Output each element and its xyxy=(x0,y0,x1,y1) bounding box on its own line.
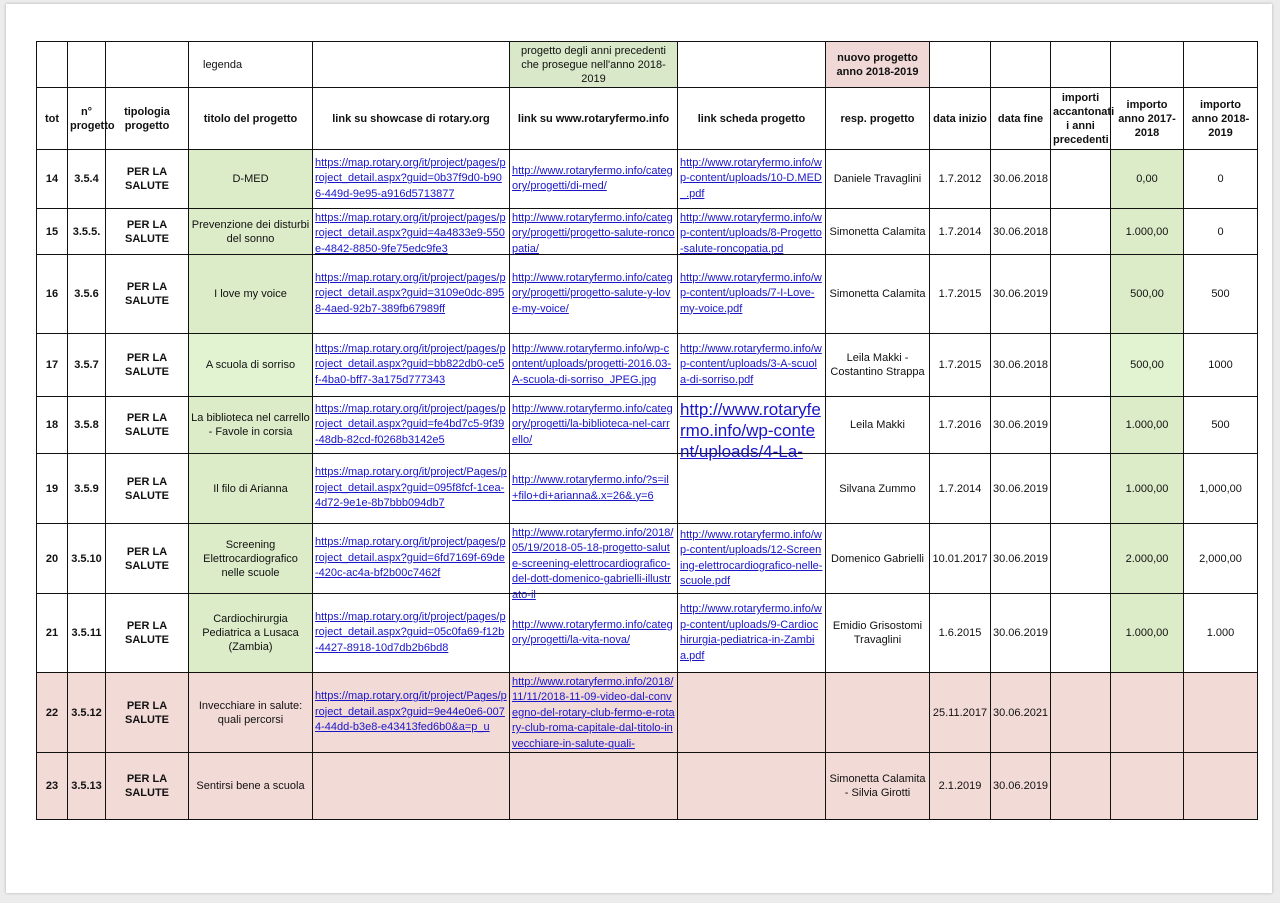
row-rotaryfermo-link[interactable] xyxy=(510,673,678,753)
legend-title: legenda xyxy=(189,42,313,88)
row-scheda-link[interactable] xyxy=(678,334,826,397)
row-end-date: 30.06.2018 xyxy=(991,150,1051,209)
link-text[interactable]: https://map.rotary.org/it/project/pages/project_detail.aspx?guid=fe4bd7c5-9f39-48db-82cd-f0268b3142e5 xyxy=(315,402,506,446)
row-amount-2017-2018: 1.000,00 xyxy=(1111,594,1184,673)
row-responsible: Daniele Travaglini xyxy=(826,150,930,209)
row-start-date: 1.7.2012 xyxy=(930,150,991,209)
row-start-date: 1.7.2016 xyxy=(930,397,991,454)
link-text[interactable]: http://www.rotaryfermo.info/category/progetti/progetto-salute-roncopatia/ xyxy=(512,211,675,255)
link-text[interactable]: https://map.rotary.org/it/project/pages/project_detail.aspx?guid=05c0fa69-f12b-4427-8918-10d7db2b6bd8 xyxy=(315,610,506,654)
row-responsible: Simonetta Calamita - Silvia Girotti xyxy=(826,753,930,820)
row-start-date: 1.6.2015 xyxy=(930,594,991,673)
row-responsible: Domenico Gabrielli xyxy=(826,524,930,594)
row-rotaryfermo-link[interactable] xyxy=(510,397,678,454)
row-tipologia: PER LA SALUTE xyxy=(106,150,189,209)
document-page xyxy=(6,4,1272,893)
table-row xyxy=(37,334,1258,397)
row-title: Invecchiare in salute: quali percorsi xyxy=(189,673,313,753)
col-header-showcase: link su showcase di rotary.org xyxy=(313,88,510,150)
row-tot: 22 xyxy=(37,673,68,753)
row-amount-2018-2019 xyxy=(1184,673,1258,753)
row-responsible xyxy=(826,673,930,753)
link-text[interactable]: http://www.rotaryfermo.info/wp-content/uploads/10-D.MED_.pdf xyxy=(680,156,822,200)
row-project-number: 3.5.4 xyxy=(68,150,106,209)
row-amount-2018-2019: 1000 xyxy=(1184,334,1258,397)
row-scheda-link xyxy=(678,454,826,524)
col-header-imp1819: importo anno 2018- 2019 xyxy=(1184,88,1258,150)
col-header-resp: resp. progetto xyxy=(826,88,930,150)
row-amount-2017-2018 xyxy=(1111,673,1184,753)
row-title: Il filo di Arianna xyxy=(189,454,313,524)
row-scheda-link[interactable] xyxy=(678,255,826,334)
link-text[interactable]: http://www.rotaryfermo.info/2018/05/19/2018-05-18-progetto-salute-screening-elettrocardiografico-del-dott-domenico-gabrielli-illustrato-il xyxy=(512,526,674,601)
row-project-number: 3.5.7 xyxy=(68,334,106,397)
row-tot: 20 xyxy=(37,524,68,594)
link-text[interactable]: https://map.rotary.org/it/project/Pages/project_detail.aspx?guid=095f8fcf-1cea-4d72-9e1e-8b7bbb094db7 xyxy=(315,466,507,510)
link-text[interactable]: https://map.rotary.org/it/project/pages/project_detail.aspx?guid=bb822db0-ce5f-4ba0-bff7-3a175d777343 xyxy=(315,342,506,386)
col-header-accantonati: importi accantonati i anni precedenti xyxy=(1051,88,1111,150)
row-end-date: 30.06.2019 xyxy=(991,454,1051,524)
row-showcase-link xyxy=(313,753,510,820)
row-scheda-link[interactable] xyxy=(678,209,826,255)
row-amount-2018-2019: 2,000,00 xyxy=(1184,524,1258,594)
row-amount-2018-2019: 1,000,00 xyxy=(1184,454,1258,524)
link-text[interactable]: http://www.rotaryfermo.info/?s=il+filo+di+arianna&.x=26&.y=6 xyxy=(512,474,669,502)
row-end-date: 30.06.2019 xyxy=(991,753,1051,820)
link-text[interactable]: https://map.rotary.org/it/project/pages/project_detail.aspx?guid=4a4833e9-550e-4842-8850-9fe75edc9fe3 xyxy=(315,211,506,255)
row-scheda-link[interactable] xyxy=(678,397,826,461)
link-text[interactable]: http://www.rotaryfermo.info/category/progetti/la-vita-nova/ xyxy=(512,618,673,646)
row-amount-2018-2019: 500 xyxy=(1184,397,1258,454)
table-row xyxy=(37,150,1258,209)
table-row xyxy=(37,673,1258,753)
row-tot: 18 xyxy=(37,397,68,454)
row-accantonati xyxy=(1051,397,1111,454)
col-header-tot: tot xyxy=(37,88,68,150)
link-text[interactable]: https://map.rotary.org/it/project/pages/project_detail.aspx?guid=0b37f9d0-b906-449d-9e95-a916d5713877 xyxy=(315,156,506,200)
row-title: Screening Elettrocardiografico nelle scuole xyxy=(189,524,313,594)
table-row xyxy=(37,454,1258,524)
row-amount-2017-2018: 1.000,00 xyxy=(1111,209,1184,255)
row-amount-2018-2019: 500 xyxy=(1184,255,1258,334)
row-project-number: 3.5.12 xyxy=(68,673,106,753)
row-rotaryfermo-link[interactable] xyxy=(510,524,678,601)
row-showcase-link[interactable] xyxy=(313,594,510,673)
row-amount-2017-2018: 2.000,00 xyxy=(1111,524,1184,594)
row-responsible: Simonetta Calamita xyxy=(826,209,930,255)
table-row xyxy=(37,255,1258,334)
link-text[interactable]: http://www.rotaryfermo.info/wp-content/uploads/3-A-scuola-di-sorriso.pdf xyxy=(680,342,822,386)
col-header-tipologia: tipologia progetto xyxy=(106,88,189,150)
row-responsible: Leila Makki - Costantino Strappa xyxy=(826,334,930,397)
link-text[interactable]: http://www.rotaryfermo.info/category/progetti/di-med/ xyxy=(512,164,673,192)
row-accantonati xyxy=(1051,209,1111,255)
row-start-date: 1.7.2014 xyxy=(930,454,991,524)
row-project-number: 3.5.8 xyxy=(68,397,106,454)
row-title: La biblioteca nel carrello - Favole in corsia xyxy=(189,397,313,454)
row-amount-2017-2018: 1.000,00 xyxy=(1111,397,1184,454)
link-text[interactable]: http://www.rotaryfermo.info/category/progetti/la-biblioteca-nel-carrello/ xyxy=(512,402,673,446)
row-end-date: 30.06.2021 xyxy=(991,673,1051,753)
row-start-date: 1.7.2014 xyxy=(930,209,991,255)
row-tot: 16 xyxy=(37,255,68,334)
row-start-date: 10.01.2017 xyxy=(930,524,991,594)
header-row xyxy=(37,88,1258,150)
table-row xyxy=(37,209,1258,255)
col-header-titolo: titolo del progetto xyxy=(189,88,313,150)
row-tipologia: PER LA SALUTE xyxy=(106,594,189,673)
row-tot: 21 xyxy=(37,594,68,673)
row-project-number: 3.5.5. xyxy=(68,209,106,255)
table-row xyxy=(37,397,1258,454)
row-start-date: 2.1.2019 xyxy=(930,753,991,820)
link-text[interactable]: http://www.rotaryfermo.info/wp-content/uploads/4-La- xyxy=(680,399,821,461)
row-amount-2017-2018 xyxy=(1111,753,1184,820)
row-scheda-link xyxy=(678,673,826,753)
row-accantonati xyxy=(1051,594,1111,673)
row-showcase-link[interactable] xyxy=(313,150,510,209)
legend-continuing: progetto degli anni precedenti che prosegue nell'anno 2018-2019 xyxy=(510,42,678,88)
row-rotaryfermo-link[interactable] xyxy=(510,255,678,334)
row-amount-2017-2018: 1.000,00 xyxy=(1111,454,1184,524)
legend-new: nuovo progetto anno 2018-2019 xyxy=(826,42,930,88)
row-amount-2017-2018: 500,00 xyxy=(1111,255,1184,334)
row-amount-2017-2018: 0,00 xyxy=(1111,150,1184,209)
row-rotaryfermo-link[interactable] xyxy=(510,150,678,209)
row-showcase-link[interactable] xyxy=(313,673,510,753)
row-title: A scuola di sorriso xyxy=(189,334,313,397)
row-tot: 15 xyxy=(37,209,68,255)
row-end-date: 30.06.2019 xyxy=(991,594,1051,673)
row-tipologia: PER LA SALUTE xyxy=(106,397,189,454)
row-end-date: 30.06.2019 xyxy=(991,397,1051,454)
col-header-scheda: link scheda progetto xyxy=(678,88,826,150)
row-scheda-link[interactable] xyxy=(678,524,826,594)
row-title: Cardiochirurgia Pediatrica a Lusaca (Zambia) xyxy=(189,594,313,673)
row-accantonati xyxy=(1051,753,1111,820)
row-tipologia: PER LA SALUTE xyxy=(106,524,189,594)
row-start-date: 25.11.2017 xyxy=(930,673,991,753)
row-tipologia: PER LA SALUTE xyxy=(106,454,189,524)
row-start-date: 1.7.2015 xyxy=(930,255,991,334)
row-tipologia: PER LA SALUTE xyxy=(106,255,189,334)
row-amount-2018-2019: 0 xyxy=(1184,209,1258,255)
row-amount-2018-2019: 1.000 xyxy=(1184,594,1258,673)
row-scheda-link[interactable] xyxy=(678,150,826,209)
row-accantonati xyxy=(1051,454,1111,524)
row-showcase-link[interactable] xyxy=(313,397,510,454)
row-project-number: 3.5.13 xyxy=(68,753,106,820)
row-showcase-link[interactable] xyxy=(313,524,510,594)
row-responsible: Silvana Zummo xyxy=(826,454,930,524)
row-project-number: 3.5.9 xyxy=(68,454,106,524)
table-row xyxy=(37,753,1258,820)
row-title: Sentirsi bene a scuola xyxy=(189,753,313,820)
row-accantonati xyxy=(1051,255,1111,334)
table-row xyxy=(37,524,1258,594)
row-rotaryfermo-link[interactable] xyxy=(510,594,678,673)
row-end-date: 30.06.2018 xyxy=(991,209,1051,255)
row-project-number: 3.5.11 xyxy=(68,594,106,673)
row-tipologia: PER LA SALUTE xyxy=(106,334,189,397)
row-end-date: 30.06.2019 xyxy=(991,524,1051,594)
col-header-inizio: data inizio xyxy=(930,88,991,150)
row-accantonati xyxy=(1051,334,1111,397)
row-tipologia: PER LA SALUTE xyxy=(106,673,189,753)
link-text[interactable]: http://www.rotaryfermo.info/category/progetti/progetto-salute-y-love-my-voice/ xyxy=(512,271,673,315)
link-text[interactable]: https://map.rotary.org/it/project/pages/project_detail.aspx?guid=3109e0dc-8958-4aed-92b7-389fb67989ff xyxy=(315,271,506,315)
row-accantonati xyxy=(1051,673,1111,753)
row-title: Prevenzione dei disturbi del sonno xyxy=(189,209,313,255)
link-text[interactable]: http://www.rotaryfermo.info/wp-content/uploads/progetti-2016.03-A-scuola-di-sorriso_JPEG.jpg xyxy=(512,342,672,386)
row-end-date: 30.06.2019 xyxy=(991,255,1051,334)
row-rotaryfermo-link xyxy=(510,753,678,820)
link-text[interactable]: http://www.rotaryfermo.info/wp-content/uploads/8-Progetto-salute-roncopatia.pd xyxy=(680,211,822,255)
row-tot: 19 xyxy=(37,454,68,524)
row-tipologia: PER LA SALUTE xyxy=(106,753,189,820)
link-text[interactable]: https://map.rotary.org/it/project/Pages/project_detail.aspx?guid=9e44e0e6-0074-44dd-b3e8-e43413fed6b0&a=p_u xyxy=(315,690,507,734)
row-scheda-link[interactable] xyxy=(678,594,826,673)
row-rotaryfermo-link[interactable] xyxy=(510,334,678,397)
row-accantonati xyxy=(1051,524,1111,594)
row-amount-2017-2018: 500,00 xyxy=(1111,334,1184,397)
row-showcase-link[interactable] xyxy=(313,454,510,524)
row-rotaryfermo-link[interactable] xyxy=(510,454,678,524)
row-title: I love my voice xyxy=(189,255,313,334)
link-text[interactable]: http://www.rotaryfermo.info/wp-content/uploads/7-I-Love-my-voice.pdf xyxy=(680,271,822,315)
row-amount-2018-2019 xyxy=(1184,753,1258,820)
row-start-date: 1.7.2015 xyxy=(930,334,991,397)
col-header-imp1718: importo anno 2017- 2018 xyxy=(1111,88,1184,150)
link-text[interactable]: https://map.rotary.org/it/project/pages/project_detail.aspx?guid=6fd7169f-69de-420c-ac4a-bf2b00c7462f xyxy=(315,536,506,580)
row-tot: 14 xyxy=(37,150,68,209)
col-header-fine: data fine xyxy=(991,88,1051,150)
row-title: D-MED xyxy=(189,150,313,209)
row-showcase-link[interactable] xyxy=(313,255,510,334)
row-accantonati xyxy=(1051,150,1111,209)
row-tot: 23 xyxy=(37,753,68,820)
row-project-number: 3.5.6 xyxy=(68,255,106,334)
row-project-number: 3.5.10 xyxy=(68,524,106,594)
row-rotaryfermo-link[interactable] xyxy=(510,209,678,255)
legend-row xyxy=(37,42,1258,88)
row-amount-2018-2019: 0 xyxy=(1184,150,1258,209)
link-text[interactable]: http://www.rotaryfermo.info/wp-content/uploads/12-Screening-elettrocardiografico-nelle-scuole.pdf xyxy=(680,528,823,587)
row-tipologia: PER LA SALUTE xyxy=(106,209,189,255)
table-row xyxy=(37,594,1258,673)
row-responsible: Simonetta Calamita xyxy=(826,255,930,334)
row-end-date: 30.06.2018 xyxy=(991,334,1051,397)
link-text[interactable]: http://www.rotaryfermo.info/2018/11/11/2018-11-09-video-dal-convegno-del-rotary-club-fermo-e-rotary-club-roma-capitale-dal-titolo-invecchiare-in-salute-quali- xyxy=(512,675,675,750)
row-tot: 17 xyxy=(37,334,68,397)
col-header-fermo: link su www.rotaryfermo.info xyxy=(510,88,678,150)
row-showcase-link[interactable] xyxy=(313,334,510,397)
projects-table xyxy=(36,41,1258,820)
row-responsible: Emidio Grisostomi Travaglini xyxy=(826,594,930,673)
row-responsible: Leila Makki xyxy=(826,397,930,454)
row-showcase-link[interactable] xyxy=(313,209,510,255)
row-scheda-link xyxy=(678,753,826,820)
link-text[interactable]: http://www.rotaryfermo.info/wp-content/uploads/9-Cardiochirurgia-pediatrica-in-Zambia.pdf xyxy=(680,603,822,662)
col-header-num: n° progetto xyxy=(68,88,106,150)
